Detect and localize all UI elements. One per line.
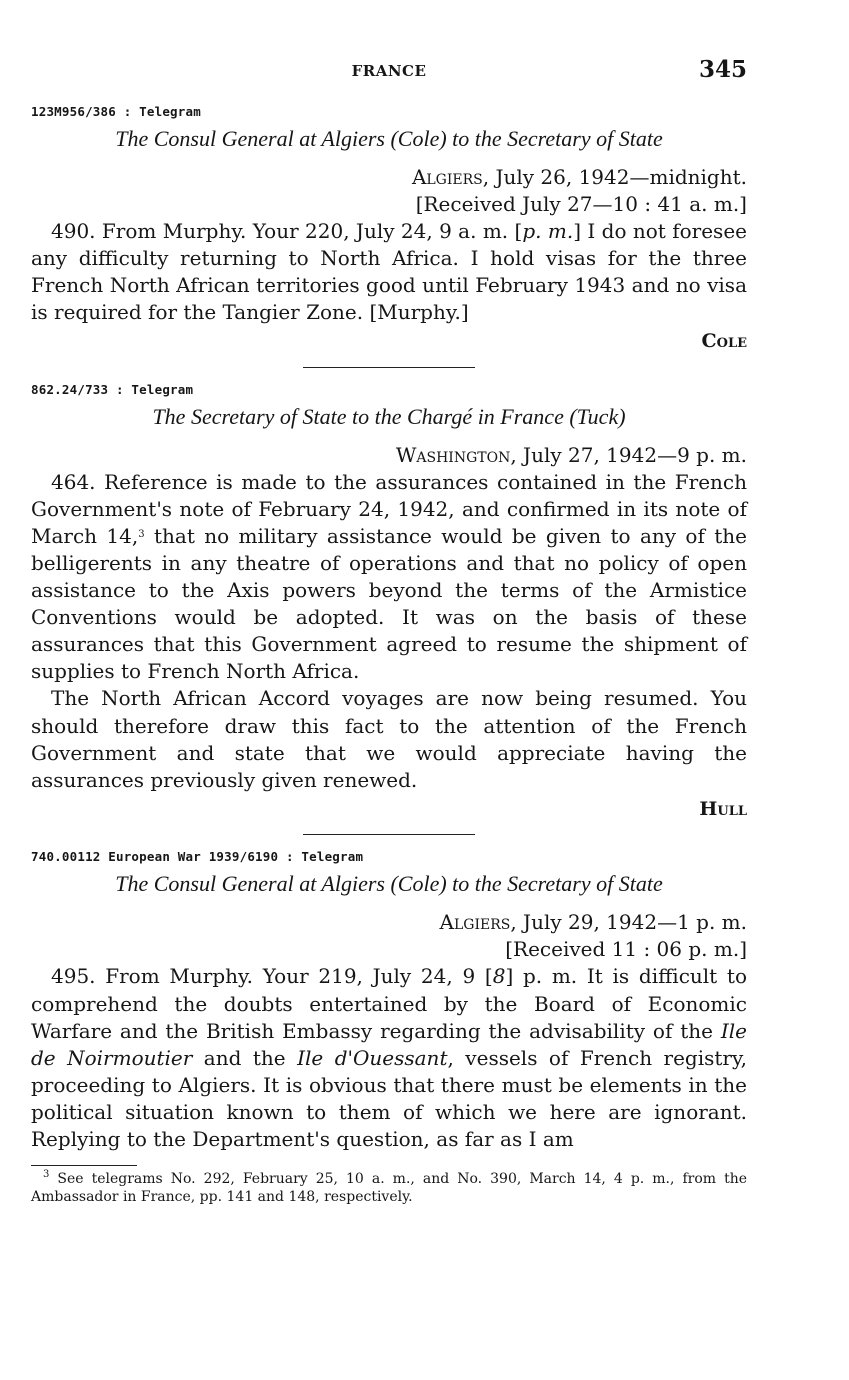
page-number: 345 <box>698 56 747 83</box>
file-reference: 123M956/386 : Telegram <box>31 104 201 119</box>
text-run: , vessels of French registry, proceeding to Algiers. It is obvious that there must be elements in the political situation known to them of which we here are ignorant. Replying to the Department's question, as far as I am <box>31 1045 747 1151</box>
document-heading: The Consul General at Algiers (Cole) to the Secretary of State <box>115 871 663 897</box>
document-page <box>31 56 747 1206</box>
telegram-464 <box>31 382 747 823</box>
telegram-495 <box>31 849 747 1153</box>
body-paragraph: The North African Accord voyages are now being resumed. You should therefore draw this fact to the attention of the French Government and state that we would appreciate having the assurances previously given renewed. <box>31 686 747 792</box>
dateline <box>31 164 747 191</box>
running-title: FRANCE <box>351 62 427 80</box>
document-heading: The Secretary of State to the Chargé in France (Tuck) <box>152 403 626 429</box>
text-run: 464. Reference is made to the assurances contained in the French Government's note of February 24, 1942, and confirmed in its note of March 14, <box>31 469 747 548</box>
running-header <box>31 56 747 90</box>
signature: Hull <box>699 797 747 820</box>
italic-run: Ile de Noirmoutier <box>31 1018 747 1070</box>
dateline <box>31 442 747 469</box>
body-paragraph <box>31 469 747 686</box>
dateline-place: Washington <box>395 442 511 467</box>
dateline-place: Algiers <box>411 164 483 189</box>
section-divider <box>303 367 475 368</box>
text-run: ] I do not foresee any difficulty returning to North Africa. I hold visas for the three French North African territories good until February 1943 and no visa is required for the Tangier Zone. [Murphy.] <box>31 218 747 325</box>
dateline-place: Algiers <box>439 910 511 935</box>
section-divider <box>303 834 475 835</box>
file-reference: 862.24/733 : Telegram <box>31 381 194 397</box>
footnote-number: 3 <box>43 1169 50 1181</box>
italic-run: 8 <box>492 964 506 989</box>
dateline-date: , July 26, 1942—midnight. <box>482 164 747 189</box>
dateline-date: , July 27, 1942—9 p. m. <box>510 442 747 467</box>
footnote-marker: 3 <box>138 528 145 540</box>
dateline <box>31 909 747 936</box>
footnote-text: See telegrams No. 292, February 25, 10 a. m., and No. 390, March 14, 4 p. m., from the Ambassador in France, pp. 141 and 148, respectively. <box>31 1171 747 1206</box>
telegram-490 <box>31 104 747 355</box>
body-paragraph <box>31 963 747 1153</box>
signature: Cole <box>701 330 747 353</box>
received-note: [Received July 27—10 : 41 a. m.] <box>415 191 747 216</box>
text-run: 495. From Murphy. Your 219, July 24, 9 [ <box>51 964 493 989</box>
received-note: [Received 11 : 06 p. m.] <box>505 937 747 962</box>
italic-run: Ile d'Ouessant <box>297 1045 448 1070</box>
italic-run: p. m. <box>522 218 574 243</box>
text-run: ] p. m. It is difficult to comprehend the doubts entertained by the Board of Economic Warfare and the British Embassy regarding the advisability of the <box>31 964 747 1043</box>
text-run: that no military assistance would be given to any of the belligerents in any theatre of operations and that no policy of open assistance to the Axis powers beyond the terms of the Armistice Conventions would be adopted. It was on the basis of these assurances that this Government agreed to resume the shipment of supplies to French North Africa. <box>31 523 747 684</box>
file-reference: 740.00112 European War 1939/6190 : Telegram <box>31 849 364 865</box>
footnote-rule <box>31 1165 137 1166</box>
footnote <box>31 1170 747 1206</box>
dateline-date: , July 29, 1942—1 p. m. <box>510 910 747 935</box>
text-run: 490. From Murphy. Your 220, July 24, 9 a. m. [ <box>51 218 523 243</box>
body-paragraph <box>31 218 747 326</box>
text-run: and the <box>192 1045 298 1070</box>
document-heading: The Consul General at Algiers (Cole) to the Secretary of State <box>115 126 663 151</box>
